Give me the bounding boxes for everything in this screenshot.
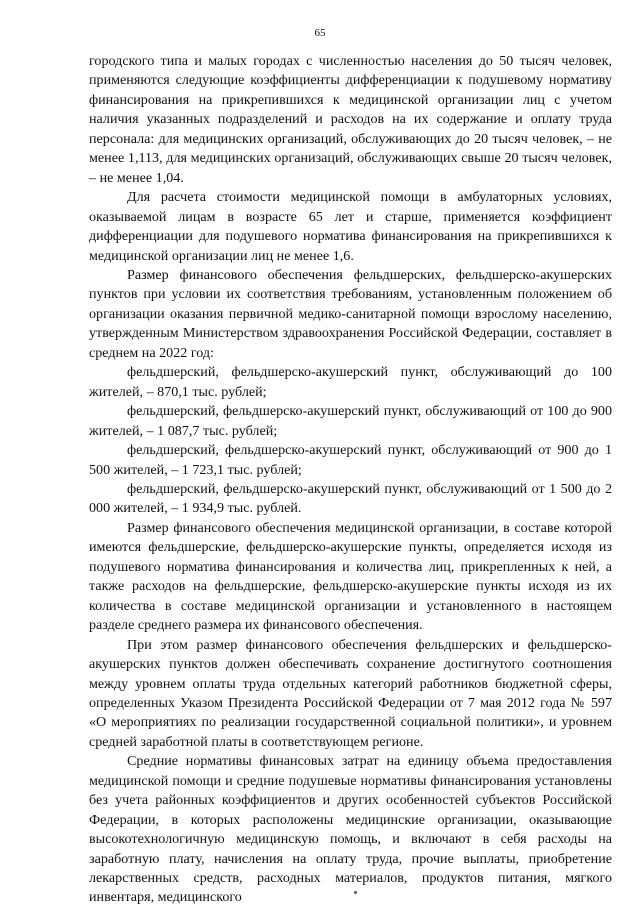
paragraph-fap-funding-intro: Размер финансового обеспечения фельдшерских, фельдшерско-акушерских пунктов при условии их соответствия требованиям, установленным положением об организации оказания первичной медико-санитарной помощи взрослому населению, утвержденным Министерством здравоохранения Российской Федерации, составляет в среднем на 2022 год:: [89, 266, 612, 361]
list-item-fap-100-900: фельдшерский, фельдшерско-акушерский пункт, обслуживающий от 100 до 900 жителей, – 1 087,7 тыс. рублей;: [89, 403, 612, 439]
paragraph-coefficient-65-plus: Для расчета стоимости медицинской помощи в амбулаторных условиях, оказываемой лицам в возрасте 65 лет и старше, применяется коэффициент дифференциации для подушевого норматива финансирования на прикрепившихся к медицинской организации лиц не менее 1,6.: [89, 189, 612, 264]
scan-speck: [354, 891, 357, 894]
page-number: 65: [314, 27, 326, 39]
paragraph-coefficients-small-towns: городского типа и малых городах с численностью населения до 50 тысяч человек, применяются следующие коэффициенты дифференциации к подушевому нормативу финансирования на прикрепившихся к медицинской организации лиц с учетом наличия указанных подразделений и расходов на их содержание и оплату труда персонала: для медицинских организаций, обслуживающих до 20 тысяч человек, – не менее 1,113, для медицинских организаций, обслуживающих свыше 20 тысяч человек, – не менее 1,04.: [89, 53, 612, 186]
list-item-fap-900-1500: фельдшерский, фельдшерско-акушерский пункт, обслуживающий от 900 до 1 500 жителей, – 1 723,1 тыс. рублей;: [89, 442, 612, 478]
list-item-fap-up-to-100: фельдшерский, фельдшерско-акушерский пункт, обслуживающий до 100 жителей, – 870,1 тыс. рублей;: [89, 364, 612, 400]
document-body: [89, 52, 612, 908]
paragraph-org-funding: Размер финансового обеспечения медицинской организации, в составе которой имеются фельдшерские, фельдшерско-акушерские пункты, определяется исходя из подушевого норматива финансирования и количества лиц, прикрепленных к ней, а также расходов на фельдшерские, фельдшерско-акушерские пункты исходя из их количества в составе медицинской организации и установленного в настоящем разделе среднего размера их финансового обеспечения.: [89, 519, 612, 634]
paragraph-salary-ratio: При этом размер финансового обеспечения фельдшерских и фельдшерско-акушерских пунктов должен обеспечивать сохранение достигнутого соотношения между уровнем оплаты труда отдельных категорий работников бюджетной сферы, определенных Указом Президента Российской Федерации от 7 мая 2012 года № 597 «О мероприятиях по реализации государственной социальной политики», и уровнем средней заработной платы в соответствующем регионе.: [89, 636, 612, 750]
list-item-fap-1500-2000: фельдшерский, фельдшерско-акушерский пункт, обслуживающий от 1 500 до 2 000 жителей, – 1 934,9 тыс. рублей.: [89, 480, 612, 517]
paragraph-average-norms: Средние нормативы финансовых затрат на единицу объема предоставления медицинской помощи и средние подушевые нормативы финансирования установлены без учета районных коэффициентов и других особенностей субъектов Российской Федерации, в которых расположены медицинские организации, оказывающие высокотехнологичную медицинскую помощь, и включают в себя расходы на заработную плату, начисления на оплату труда, прочие выплаты, приобретение лекарственных средств, расходных материалов, продуктов питания, мягкого инвентаря, медицинского: [89, 753, 612, 906]
